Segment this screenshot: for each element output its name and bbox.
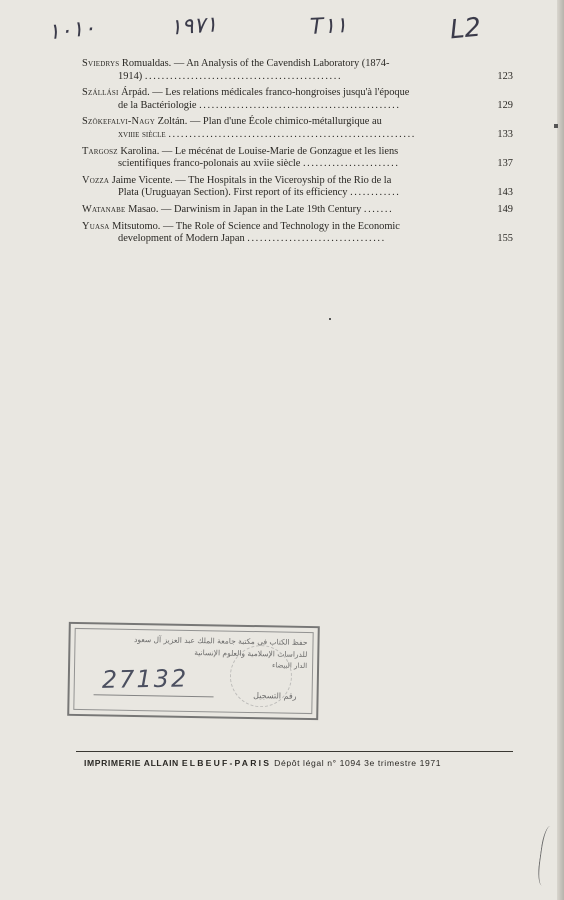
toc-entry (82, 116, 513, 141)
entry-title: Mitsutomo. — The Role of Science and Technology in the Economic (109, 220, 400, 232)
entry-page-number: 123 (497, 70, 513, 82)
ink-speck (329, 318, 331, 320)
entry-title-cont: de la Bactériologie (118, 99, 197, 111)
handwritten-code: L2 (448, 12, 483, 46)
entry-author: Szökefalvi-Nagy (82, 116, 156, 128)
entry-author: Sviedrys (82, 58, 120, 69)
leader-dots: ................................. (247, 233, 386, 245)
entry-title: Jaime Vicente. — The Hospitals in the Viceroyship of the Rio de la (109, 174, 392, 186)
entry-author: Watanabe (82, 203, 126, 215)
entry-title: Masao. — Darwinism in Japan in the Late 19th Century (125, 203, 362, 215)
entry-page-number: 143 (497, 187, 513, 199)
toc-entry (82, 221, 513, 246)
printer-city: ELBEUF-PARIS (181, 758, 272, 768)
entry-title-cont: development of Modern Japan (118, 233, 245, 245)
entry-title-cont: xviiie siècle (118, 128, 166, 140)
entry-page-number: 149 (497, 203, 513, 215)
entry-title: Árpád. — Les relations médicales franco-hongroises jusqu'à l'époque (118, 87, 410, 99)
entry-title-cont: 1914) (118, 70, 143, 82)
entry-author: Yuasa (82, 220, 110, 232)
entry-title: Romualdas. — An Analysis of the Cavendish Laboratory (1874- (119, 58, 390, 69)
entry-page-number: 155 (497, 233, 513, 245)
handwritten-number-1: ١٠١٠ (46, 15, 97, 46)
handwritten-annotation (40, 14, 520, 54)
stamp-registration-number: 27132 (101, 664, 189, 694)
toc-entry (82, 87, 513, 112)
entry-title-cont: scientifiques franco-polonais au xviie siècle (118, 158, 301, 170)
toc-entry (82, 58, 513, 83)
stamp-line: الدار البيضاء (271, 661, 308, 670)
entry-page-number: 129 (497, 99, 513, 111)
footer-rule (76, 751, 513, 752)
entry-author: Vozza (82, 174, 110, 186)
printer-name: IMPRIMERIE ALLAIN (84, 758, 179, 768)
leader-dots: ................................................ (199, 99, 401, 111)
leader-dots: ....................... (302, 158, 400, 170)
leader-dots: ........................................................... (168, 128, 416, 140)
table-of-contents (82, 58, 513, 250)
printer-imprint (84, 758, 512, 768)
entry-title: Zoltán. — Plan d'une École chimico-métallurgique au (155, 116, 382, 128)
legal-deposit: Dépôt légal n° 1094 3e trimestre 1971 (274, 758, 442, 768)
entry-author: Targosz (82, 145, 118, 157)
leader-dots: ....... (363, 203, 394, 215)
stamp-registration-label: رقم التسجيل (253, 691, 297, 701)
entry-author: Szállási (82, 87, 119, 99)
ink-speck (554, 124, 558, 128)
toc-entry (82, 146, 513, 171)
margin-pencil-mark (536, 825, 559, 887)
handwritten-number-2: ١٩٧١ (169, 12, 219, 41)
stamp-line: للدراسات الإسلامية والعلوم الإنسانية (194, 648, 308, 659)
toc-entry (82, 204, 513, 217)
library-stamp (67, 622, 320, 720)
leader-dots: ............ (350, 187, 401, 199)
entry-page-number: 137 (497, 158, 513, 170)
handwritten-number-3: T١١ (309, 13, 348, 40)
entry-title-cont: Plata (Uruguayan Section). First report of its efficiency (118, 187, 348, 199)
leader-dots: ............................................... (144, 70, 343, 82)
stamp-line: حفظ الكتاب في مكتبة جامعة الملك عبد العزيز آل سعود (134, 634, 308, 647)
page-edge (557, 0, 564, 900)
entry-page-number: 133 (497, 128, 513, 140)
toc-entry (82, 175, 513, 200)
entry-title: Karolina. — Le mécénat de Louise-Marie de Gonzague et les liens (117, 145, 399, 157)
